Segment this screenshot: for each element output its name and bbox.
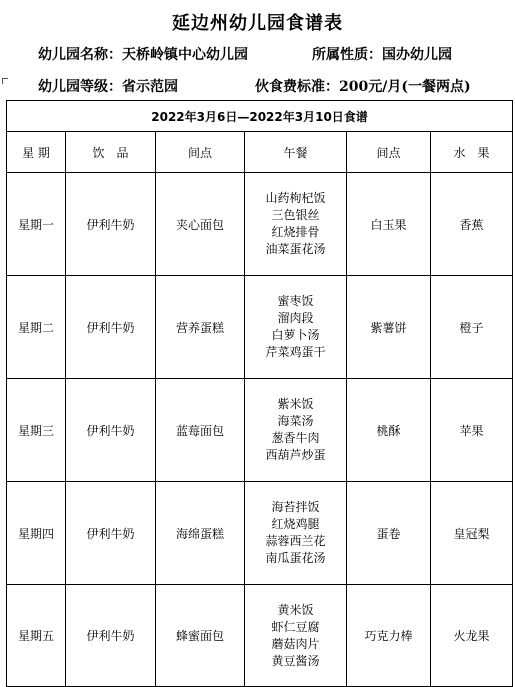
fruit-cell: 香蕉 bbox=[431, 173, 513, 276]
lunch-item: 虾仁豆腐 bbox=[271, 619, 320, 634]
lunch-item: 溜肉段 bbox=[277, 311, 314, 325]
header-snack-1: 间点 bbox=[156, 132, 245, 173]
day-cell: 星期三 bbox=[7, 379, 66, 482]
day-cell: 星期二 bbox=[7, 276, 66, 379]
snack1-cell: 蓝莓面包 bbox=[156, 379, 245, 482]
meal-fee-value: 200元/月(一餐两点) bbox=[339, 79, 471, 95]
lunch-item: 红烧排骨 bbox=[271, 225, 320, 239]
lunch-cell bbox=[245, 276, 347, 379]
lunch-item: 白萝卜汤 bbox=[271, 328, 320, 342]
snack1-cell: 海绵蛋糕 bbox=[156, 482, 245, 585]
header-drink: 饮 品 bbox=[66, 132, 156, 173]
table-row bbox=[7, 482, 513, 585]
lunch-item: 南瓜蛋花汤 bbox=[265, 551, 326, 565]
snack2-cell: 蛋卷 bbox=[347, 482, 431, 585]
snack2-cell: 紫薯饼 bbox=[347, 276, 431, 379]
lunch-item: 蘑菇肉片 bbox=[271, 636, 320, 651]
table-row bbox=[7, 585, 513, 687]
drink-cell: 伊利牛奶 bbox=[66, 379, 156, 482]
table-row bbox=[7, 276, 513, 379]
kindergarten-type bbox=[312, 44, 452, 64]
corner-mark bbox=[2, 78, 8, 84]
lunch-cell bbox=[245, 585, 347, 687]
snack1-cell: 蜂蜜面包 bbox=[156, 585, 245, 687]
kindergarten-name-label: 幼儿园名称： bbox=[38, 47, 122, 63]
lunch-item: 海苔拌饭 bbox=[271, 500, 320, 514]
lunch-item: 蜜枣饭 bbox=[277, 294, 314, 308]
kindergarten-type-value: 国办幼儿园 bbox=[382, 47, 452, 63]
kindergarten-type-label: 所属性质： bbox=[312, 47, 382, 63]
period-row bbox=[7, 101, 513, 132]
drink-cell: 伊利牛奶 bbox=[66, 585, 156, 687]
snack2-cell: 桃酥 bbox=[347, 379, 431, 482]
day-cell: 星期四 bbox=[7, 482, 66, 585]
lunch-item: 芹菜鸡蛋干 bbox=[265, 345, 326, 359]
lunch-item: 红烧鸡腿 bbox=[271, 517, 320, 531]
page-title: 延边州幼儿园食谱表 bbox=[172, 13, 343, 34]
snack1-cell: 营养蛋糕 bbox=[156, 276, 245, 379]
lunch-item: 紫米饭 bbox=[277, 397, 314, 411]
drink-cell: 伊利牛奶 bbox=[66, 173, 156, 276]
lunch-item: 三色银丝 bbox=[271, 208, 320, 222]
kindergarten-level-label: 幼儿园等级： bbox=[38, 79, 122, 95]
day-cell: 星期一 bbox=[7, 173, 66, 276]
drink-cell: 伊利牛奶 bbox=[66, 482, 156, 585]
lunch-cell bbox=[245, 379, 347, 482]
kindergarten-level-value: 省示范园 bbox=[122, 79, 178, 95]
fruit-cell: 火龙果 bbox=[431, 585, 513, 687]
lunch-item: 海菜汤 bbox=[277, 414, 314, 428]
drink-cell: 伊利牛奶 bbox=[66, 276, 156, 379]
lunch-cell bbox=[245, 482, 347, 585]
fruit-cell: 苹果 bbox=[431, 379, 513, 482]
snack1-cell: 夹心面包 bbox=[156, 173, 245, 276]
lunch-item: 油菜蛋花汤 bbox=[265, 242, 326, 256]
kindergarten-level bbox=[38, 76, 178, 96]
header-row bbox=[7, 132, 513, 173]
lunch-item: 黄豆酱汤 bbox=[271, 653, 320, 668]
lunch-item: 山药枸杞饭 bbox=[265, 191, 326, 205]
lunch-item: 葱香牛肉 bbox=[271, 431, 320, 445]
menu-table bbox=[6, 100, 513, 687]
meal-fee bbox=[255, 76, 471, 96]
kindergarten-name bbox=[38, 44, 248, 64]
lunch-item: 黄米饭 bbox=[277, 602, 314, 617]
header-lunch: 午餐 bbox=[245, 132, 347, 173]
table-row bbox=[7, 173, 513, 276]
snack2-cell: 巧克力棒 bbox=[347, 585, 431, 687]
kindergarten-name-value: 天桥岭镇中心幼儿园 bbox=[122, 47, 248, 63]
header-weekday: 星 期 bbox=[7, 132, 66, 173]
header-snack-2: 间点 bbox=[347, 132, 431, 173]
lunch-item: 蒜蓉西兰花 bbox=[265, 534, 326, 548]
fruit-cell: 皇冠梨 bbox=[431, 482, 513, 585]
meal-fee-label: 伙食费标准： bbox=[255, 79, 339, 95]
header-fruit: 水 果 bbox=[431, 132, 513, 173]
lunch-cell bbox=[245, 173, 347, 276]
fruit-cell: 橙子 bbox=[431, 276, 513, 379]
lunch-item: 西葫芦炒蛋 bbox=[265, 448, 326, 462]
table-row bbox=[7, 379, 513, 482]
period-cell: 2022年3月6日—2022年3月10日食谱 bbox=[7, 101, 513, 132]
snack2-cell: 白玉果 bbox=[347, 173, 431, 276]
day-cell: 星期五 bbox=[7, 585, 66, 687]
